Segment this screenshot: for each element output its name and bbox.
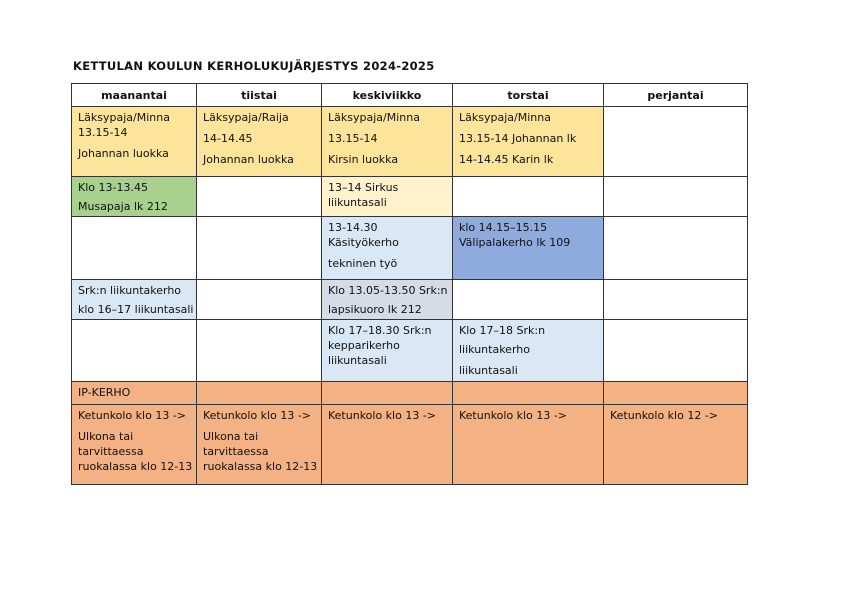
cell-line: Ketunkolo klo 12 -> bbox=[610, 409, 719, 422]
cell-line: 14-14.45 Karin lk bbox=[459, 153, 554, 166]
cell-empty bbox=[72, 217, 197, 280]
cell-line: Käsityökerho bbox=[328, 236, 399, 249]
cell-line: Johannan luokka bbox=[203, 153, 294, 166]
cell-line: Musapaja lk 212 bbox=[78, 200, 168, 213]
cell-line: Srk:n liikuntakerho bbox=[78, 284, 182, 297]
cell-empty bbox=[197, 177, 322, 217]
table-row bbox=[72, 320, 748, 382]
cell-mon-musapaja bbox=[72, 177, 197, 217]
cell-line: liikuntasali bbox=[328, 196, 387, 209]
cell-empty bbox=[453, 280, 604, 320]
cell-line: 13.15-14 bbox=[78, 126, 128, 139]
cell-line: tarvittaessa bbox=[203, 445, 269, 458]
cell-line: Läksypaja/Raija bbox=[203, 111, 289, 124]
table-row bbox=[72, 177, 748, 217]
page-title: KETTULAN KOULUN KERHOLUKUJÄRJESTYS 2024-2025 bbox=[73, 59, 435, 73]
cell-empty bbox=[453, 177, 604, 217]
cell-empty bbox=[604, 177, 748, 217]
cell-empty bbox=[322, 382, 453, 405]
cell-line: tekninen työ bbox=[328, 257, 398, 270]
header-row bbox=[72, 84, 748, 107]
cell-line: Ulkona tai bbox=[203, 430, 259, 443]
table-row bbox=[72, 405, 748, 485]
cell-thu-valipalakerho bbox=[453, 217, 604, 280]
cell-wed-sirkus bbox=[322, 177, 453, 217]
cell-line: Läksypaja/Minna bbox=[78, 111, 170, 124]
cell-line: Välipalakerho lk 109 bbox=[459, 236, 571, 249]
cell-line: 13.15-14 bbox=[328, 132, 378, 145]
table-row bbox=[72, 382, 748, 405]
cell-empty bbox=[604, 280, 748, 320]
cell-line: Klo 13-13.45 bbox=[78, 181, 148, 194]
cell-wed-kasityokerho bbox=[322, 217, 453, 280]
cell-thu-liikuntakerho bbox=[453, 320, 604, 382]
header-wednesday: keskiviikko bbox=[322, 84, 453, 107]
cell-line: 13.15-14 Johannan lk bbox=[459, 132, 577, 145]
cell-line: lapsikuoro lk 212 bbox=[328, 303, 422, 316]
cell-line: 14-14.45 bbox=[203, 132, 253, 145]
cell-line: ruokalassa klo 12-13 bbox=[203, 460, 318, 473]
cell-line: kepparikerho bbox=[328, 339, 400, 352]
cell-line: tarvittaessa bbox=[78, 445, 144, 458]
cell-tue-laksypaja bbox=[197, 107, 322, 177]
cell-empty bbox=[604, 217, 748, 280]
cell-thu-laksypaja bbox=[453, 107, 604, 177]
header-monday: maanantai bbox=[72, 84, 197, 107]
cell-empty bbox=[604, 107, 748, 177]
cell-line: Klo 17–18.30 Srk:n bbox=[328, 324, 432, 337]
cell-fri-ketunkolo bbox=[604, 405, 748, 485]
cell-empty bbox=[604, 320, 748, 382]
cell-empty bbox=[197, 382, 322, 405]
cell-ip-kerho-label bbox=[72, 382, 197, 405]
cell-empty bbox=[197, 217, 322, 280]
cell-empty bbox=[453, 382, 604, 405]
cell-line: Ketunkolo klo 13 -> bbox=[78, 409, 187, 422]
header-friday: perjantai bbox=[604, 84, 748, 107]
cell-empty bbox=[197, 320, 322, 382]
cell-line: Klo 13.05-13.50 Srk:n bbox=[328, 284, 448, 297]
cell-wed-laksypaja bbox=[322, 107, 453, 177]
cell-wed-kepparikerho bbox=[322, 320, 453, 382]
cell-line: Ketunkolo klo 13 -> bbox=[203, 409, 312, 422]
cell-empty bbox=[72, 320, 197, 382]
cell-line: Johannan luokka bbox=[78, 147, 169, 160]
table-row bbox=[72, 217, 748, 280]
cell-tue-ketunkolo bbox=[197, 405, 322, 485]
table-row bbox=[72, 107, 748, 177]
cell-line: liikuntakerho bbox=[459, 343, 530, 356]
cell-mon-liikuntakerho bbox=[72, 280, 197, 320]
cell-thu-ketunkolo bbox=[453, 405, 604, 485]
cell-line: 13–14 Sirkus bbox=[328, 181, 399, 194]
cell-wed-lapsikuoro bbox=[322, 280, 453, 320]
cell-line: 13-14.30 bbox=[328, 221, 378, 234]
cell-line: ruokalassa klo 12-13 bbox=[78, 460, 193, 473]
cell-line: IP-KERHO bbox=[78, 386, 131, 399]
cell-line: klo 16–17 liikuntasali bbox=[78, 303, 194, 316]
cell-mon-ketunkolo bbox=[72, 405, 197, 485]
cell-line: Ketunkolo klo 13 -> bbox=[459, 409, 568, 422]
cell-line: liikuntasali bbox=[459, 364, 518, 377]
cell-line: Läksypaja/Minna bbox=[328, 111, 420, 124]
schedule-table bbox=[71, 83, 748, 485]
cell-empty bbox=[197, 280, 322, 320]
cell-line: liikuntasali bbox=[328, 354, 387, 367]
cell-empty bbox=[604, 382, 748, 405]
header-tuesday: tiistai bbox=[197, 84, 322, 107]
cell-line: Ulkona tai bbox=[78, 430, 134, 443]
cell-line: Kirsin luokka bbox=[328, 153, 399, 166]
cell-line: Läksypaja/Minna bbox=[459, 111, 551, 124]
table-row bbox=[72, 280, 748, 320]
cell-line: klo 14.15–15.15 bbox=[459, 221, 548, 234]
cell-line: Ketunkolo klo 13 -> bbox=[328, 409, 437, 422]
cell-wed-ketunkolo bbox=[322, 405, 453, 485]
cell-line: Klo 17–18 Srk:n bbox=[459, 324, 546, 337]
cell-mon-laksypaja bbox=[72, 107, 197, 177]
header-thursday: torstai bbox=[453, 84, 604, 107]
